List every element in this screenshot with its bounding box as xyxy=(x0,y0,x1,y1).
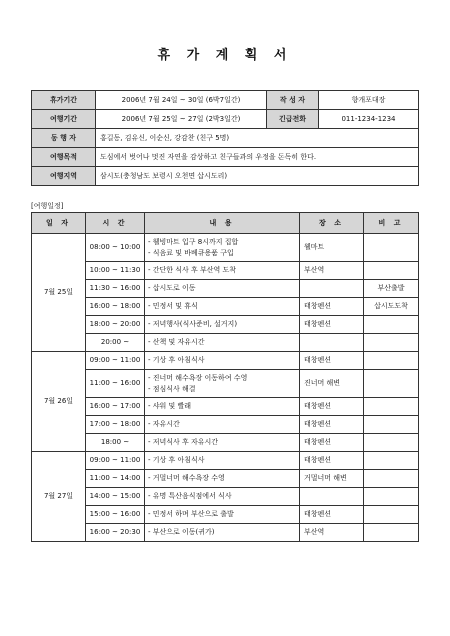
schedule-body xyxy=(32,234,419,542)
place-cell: 태창펜션 xyxy=(300,352,364,370)
note-cell xyxy=(364,506,419,524)
content-cell xyxy=(145,352,300,370)
note-cell xyxy=(364,524,419,542)
note-cell: 부산출발 xyxy=(364,280,419,298)
time-cell: 18:00 ~ xyxy=(86,434,145,452)
content-line: - 샤워 및 빨래 xyxy=(148,402,192,410)
content-line: - 저녁식사 후 자유시간 xyxy=(148,438,219,446)
note-cell: 삽시도도착 xyxy=(364,298,419,316)
author-value: 향개포대장 xyxy=(319,91,419,110)
note-cell xyxy=(364,488,419,506)
period-value: 2006년 7월 24일 ~ 30일 (6박7일간) xyxy=(96,91,267,110)
place-cell: 거멀너머 해변 xyxy=(300,470,364,488)
place-cell: 태창펜션 xyxy=(300,398,364,416)
place-cell xyxy=(300,334,364,352)
content-line: - 점심식사 해결 xyxy=(148,384,196,393)
content-line: - 민정서 하며 부산으로 출발 xyxy=(148,510,234,518)
content-cell xyxy=(145,370,300,398)
table-row xyxy=(32,334,419,352)
companions-value: 홍길동, 김유신, 이순신, 강감찬 (친구 5명) xyxy=(96,129,419,148)
content-cell xyxy=(145,298,300,316)
content-cell xyxy=(145,234,300,262)
section-label: [여행일정] xyxy=(31,202,64,210)
content-line: - 부산으로 이동(귀가) xyxy=(148,528,215,536)
content-line: - 유명 특산음식점에서 식사 xyxy=(148,492,232,500)
content-line: - 저녁행사(식사준비, 설거지) xyxy=(148,320,238,328)
trip-period-label: 여행기간 xyxy=(32,110,96,129)
header-note: 비 고 xyxy=(364,213,419,234)
time-cell: 08:00 ~ 10:00 xyxy=(86,234,145,262)
place-cell: 태창펜션 xyxy=(300,452,364,470)
content-line: - 산책 및 자유시간 xyxy=(148,338,205,346)
table-row xyxy=(32,234,419,262)
place-cell: 진너머 해변 xyxy=(300,370,364,398)
place-cell xyxy=(300,280,364,298)
purpose-label: 여행목적 xyxy=(32,148,96,167)
content-line: - 진너머 해수욕장 이동하여 수영 xyxy=(148,373,248,382)
header-content: 내 용 xyxy=(145,213,300,234)
time-cell: 09:00 ~ 11:00 xyxy=(86,452,145,470)
content-line: - 민정서 및 휴식 xyxy=(148,302,198,310)
header-date: 일 자 xyxy=(32,213,86,234)
period-label: 휴가기간 xyxy=(32,91,96,110)
time-cell: 15:00 ~ 16:00 xyxy=(86,506,145,524)
content-cell xyxy=(145,470,300,488)
time-cell: 10:00 ~ 11:30 xyxy=(86,262,145,280)
table-row xyxy=(32,452,419,470)
time-cell: 11:30 ~ 16:00 xyxy=(86,280,145,298)
content-line: - 기상 후 아침식사 xyxy=(148,456,205,464)
note-cell xyxy=(364,370,419,398)
content-cell xyxy=(145,262,300,280)
header-place: 장 소 xyxy=(300,213,364,234)
day-cell: 7월 26일 xyxy=(32,352,86,452)
place-cell: 부산역 xyxy=(300,262,364,280)
content-line: - 자유시간 xyxy=(148,420,180,428)
place-cell: 태창펜션 xyxy=(300,298,364,316)
content-cell xyxy=(145,434,300,452)
emergency-label: 긴급전화 xyxy=(267,110,319,129)
content-line: - 기상 후 아침식사 xyxy=(148,356,205,364)
emergency-value: 011-1234-1234 xyxy=(319,110,419,129)
time-cell: 16:00 ~ 20:30 xyxy=(86,524,145,542)
content-cell xyxy=(145,280,300,298)
time-cell: 11:00 ~ 14:00 xyxy=(86,470,145,488)
note-cell xyxy=(364,334,419,352)
table-row xyxy=(32,434,419,452)
place-cell: 태창펜션 xyxy=(300,316,364,334)
table-row xyxy=(32,262,419,280)
table-row xyxy=(32,416,419,434)
table-row xyxy=(32,470,419,488)
table-row xyxy=(32,298,419,316)
content-cell xyxy=(145,524,300,542)
table-row xyxy=(32,524,419,542)
note-cell xyxy=(364,234,419,262)
place-cell: 태창펜션 xyxy=(300,506,364,524)
note-cell xyxy=(364,316,419,334)
content-line: - 거멀너머 해수욕장 수영 xyxy=(148,474,225,482)
table-row xyxy=(32,280,419,298)
table-row xyxy=(32,316,419,334)
note-cell xyxy=(364,452,419,470)
table-row xyxy=(32,370,419,398)
region-value: 삼시도(충청남도 보령시 오천면 삽시도리) xyxy=(96,167,419,186)
day-cell: 7월 25일 xyxy=(32,234,86,352)
content-cell xyxy=(145,452,300,470)
content-cell xyxy=(145,316,300,334)
table-row xyxy=(32,488,419,506)
table-row xyxy=(32,352,419,370)
time-cell: 20:00 ~ xyxy=(86,334,145,352)
content-cell xyxy=(145,488,300,506)
content-line: - 삽시도로 이동 xyxy=(148,284,196,292)
time-cell: 11:00 ~ 16:00 xyxy=(86,370,145,398)
schedule-table xyxy=(31,212,419,542)
table-row xyxy=(32,506,419,524)
place-cell: 웰마트 xyxy=(300,234,364,262)
note-cell xyxy=(364,416,419,434)
day-cell: 7월 27일 xyxy=(32,452,86,542)
note-cell xyxy=(364,262,419,280)
place-cell: 부산역 xyxy=(300,524,364,542)
place-cell: 태창펜션 xyxy=(300,434,364,452)
place-cell xyxy=(300,488,364,506)
time-cell: 16:00 ~ 17:00 xyxy=(86,398,145,416)
note-cell xyxy=(364,434,419,452)
purpose-value: 도심에서 벗어나 멋진 자연을 감상하고 친구들과의 우정을 돈독히 한다. xyxy=(96,148,419,167)
time-cell: 17:00 ~ 18:00 xyxy=(86,416,145,434)
content-cell xyxy=(145,334,300,352)
document-title: 휴 가 계 획 서 xyxy=(157,48,293,63)
info-table xyxy=(31,90,419,186)
header-time: 시 간 xyxy=(86,213,145,234)
content-cell xyxy=(145,506,300,524)
content-cell xyxy=(145,398,300,416)
content-line: - 식음료 및 바베큐용품 구입 xyxy=(148,248,234,257)
content-line: - 웰빙마트 입구 8시까지 집합 xyxy=(148,237,239,246)
time-cell: 14:00 ~ 15:00 xyxy=(86,488,145,506)
trip-period-value: 2006년 7월 25일 ~ 27일 (2박3일간) xyxy=(96,110,267,129)
time-cell: 16:00 ~ 18:00 xyxy=(86,298,145,316)
time-cell: 09:00 ~ 11:00 xyxy=(86,352,145,370)
note-cell xyxy=(364,398,419,416)
content-cell xyxy=(145,416,300,434)
table-row xyxy=(32,398,419,416)
content-line: - 간단한 식사 후 부산역 도착 xyxy=(148,266,237,274)
place-cell: 태창펜션 xyxy=(300,416,364,434)
note-cell xyxy=(364,352,419,370)
note-cell xyxy=(364,470,419,488)
region-label: 여행지역 xyxy=(32,167,96,186)
author-label: 작 성 자 xyxy=(267,91,319,110)
companions-label: 동 행 자 xyxy=(32,129,96,148)
time-cell: 18:00 ~ 20:00 xyxy=(86,316,145,334)
schedule-header-row xyxy=(32,213,419,234)
